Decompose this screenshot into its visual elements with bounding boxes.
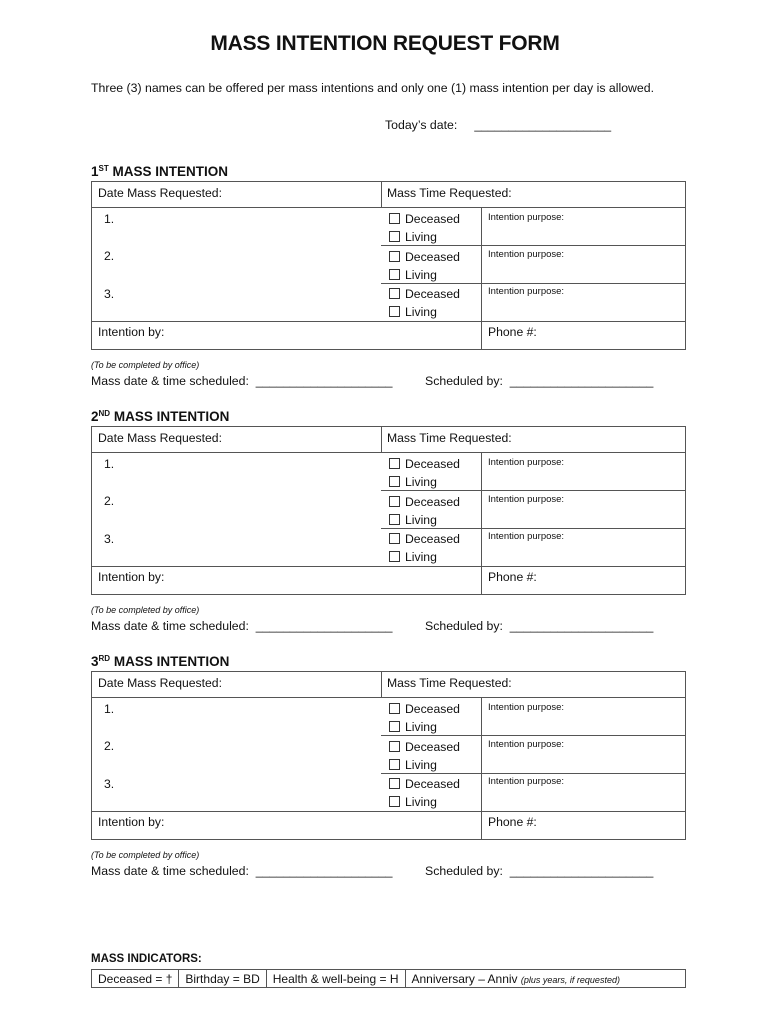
intention-by-field[interactable]: Intention by:: [98, 325, 165, 339]
deceased-checkbox-1[interactable]: Deceased: [389, 702, 460, 716]
intention-purpose-3[interactable]: Intention purpose:: [488, 776, 565, 787]
intention-purpose-1[interactable]: Intention purpose:: [488, 457, 565, 468]
deceased-checkbox-1[interactable]: Deceased: [389, 457, 460, 471]
living-checkbox-2[interactable]: Living: [389, 268, 437, 282]
living-checkbox-1[interactable]: Living: [389, 475, 437, 489]
office-note: (To be completed by office): [91, 605, 200, 615]
section-heading-text: MASS INTENTION: [110, 654, 230, 669]
section-ordinal: RD: [98, 654, 111, 663]
scheduled-by-line[interactable]: Scheduled by: _____________________: [425, 864, 654, 878]
phone-field[interactable]: Phone #:: [488, 570, 537, 584]
indicator-health: Health & well-being = H: [267, 970, 406, 987]
section-heading: [91, 164, 228, 179]
living-checkbox-3[interactable]: Living: [389, 550, 437, 564]
intention-by-field[interactable]: Intention by:: [98, 815, 165, 829]
section-2: [91, 409, 686, 639]
date-requested-label: Date Mass Requested:: [98, 676, 222, 690]
intention-purpose-2[interactable]: Intention purpose:: [488, 494, 565, 505]
intention-by-field[interactable]: Intention by:: [98, 570, 165, 584]
name-row-1[interactable]: 1.: [104, 212, 115, 226]
deceased-checkbox-3[interactable]: Deceased: [389, 777, 460, 791]
indicator-birthday: Birthday = BD: [179, 970, 266, 987]
section-1: [91, 164, 686, 394]
deceased-checkbox-2[interactable]: Deceased: [389, 740, 460, 754]
intention-table: [91, 181, 686, 350]
name-row-3[interactable]: 3.: [104, 287, 115, 301]
deceased-checkbox-2[interactable]: Deceased: [389, 250, 460, 264]
indicator-anniversary: Anniversary – Anniv (plus years, if requested): [411, 972, 620, 986]
date-requested-label: Date Mass Requested:: [98, 431, 222, 445]
mass-scheduled-line[interactable]: Mass date & time scheduled: ____________________: [91, 374, 393, 388]
form-title: MASS INTENTION REQUEST FORM: [210, 32, 560, 55]
scheduled-by-line[interactable]: Scheduled by: _____________________: [425, 374, 654, 388]
indicator-deceased: Deceased = †: [92, 970, 179, 987]
intention-purpose-2[interactable]: Intention purpose:: [488, 739, 565, 750]
time-requested-label: Mass Time Requested:: [387, 431, 512, 445]
section-heading-text: MASS INTENTION: [108, 164, 229, 179]
name-row-3[interactable]: 3.: [104, 777, 115, 791]
deceased-checkbox-3[interactable]: Deceased: [389, 532, 460, 546]
name-row-2[interactable]: 2.: [104, 494, 115, 508]
deceased-checkbox-3[interactable]: Deceased: [389, 287, 460, 301]
living-checkbox-3[interactable]: Living: [389, 305, 437, 319]
section-heading: [91, 654, 229, 669]
living-checkbox-1[interactable]: Living: [389, 720, 437, 734]
todays-date-blank[interactable]: ____________________: [474, 118, 612, 132]
name-row-2[interactable]: 2.: [104, 249, 115, 263]
mass-scheduled-line[interactable]: Mass date & time scheduled: ____________________: [91, 619, 393, 633]
office-note: (To be completed by office): [91, 850, 200, 860]
name-row-1[interactable]: 1.: [104, 702, 115, 716]
todays-date-label: Today’s date:: [385, 118, 458, 132]
section-heading: [91, 409, 229, 424]
living-checkbox-2[interactable]: Living: [389, 513, 437, 527]
deceased-checkbox-2[interactable]: Deceased: [389, 495, 460, 509]
todays-date-line[interactable]: [385, 118, 611, 132]
intention-purpose-1[interactable]: Intention purpose:: [488, 212, 565, 223]
date-requested-label: Date Mass Requested:: [98, 186, 222, 200]
intention-table: [91, 671, 686, 840]
name-row-1[interactable]: 1.: [104, 457, 115, 471]
intention-purpose-1[interactable]: Intention purpose:: [488, 702, 565, 713]
section-3: [91, 654, 686, 884]
section-ordinal: ND: [98, 409, 111, 418]
mass-indicators-title: MASS INDICATORS:: [91, 953, 202, 965]
time-requested-label: Mass Time Requested:: [387, 676, 512, 690]
mass-indicators-table: [91, 969, 686, 988]
intention-purpose-2[interactable]: Intention purpose:: [488, 249, 565, 260]
intention-table: [91, 426, 686, 595]
intro-text: Three (3) names can be offered per mass intentions and only one (1) mass intention per day is allowed.: [91, 81, 655, 95]
phone-field[interactable]: Phone #:: [488, 815, 537, 829]
living-checkbox-1[interactable]: Living: [389, 230, 437, 244]
intention-purpose-3[interactable]: Intention purpose:: [488, 286, 565, 297]
phone-field[interactable]: Phone #:: [488, 325, 537, 339]
time-requested-label: Mass Time Requested:: [387, 186, 512, 200]
living-checkbox-2[interactable]: Living: [389, 758, 437, 772]
mass-scheduled-line[interactable]: Mass date & time scheduled: ____________________: [91, 864, 393, 878]
section-heading-text: MASS INTENTION: [110, 409, 230, 424]
office-note: (To be completed by office): [91, 360, 200, 370]
section-number: 2: [91, 409, 99, 424]
name-row-2[interactable]: 2.: [104, 739, 115, 753]
section-ordinal: ST: [98, 164, 109, 173]
section-number: 1: [91, 164, 99, 179]
intention-purpose-3[interactable]: Intention purpose:: [488, 531, 565, 542]
living-checkbox-3[interactable]: Living: [389, 795, 437, 809]
scheduled-by-line[interactable]: Scheduled by: _____________________: [425, 619, 654, 633]
name-row-3[interactable]: 3.: [104, 532, 115, 546]
section-number: 3: [91, 654, 99, 669]
deceased-checkbox-1[interactable]: Deceased: [389, 212, 460, 226]
